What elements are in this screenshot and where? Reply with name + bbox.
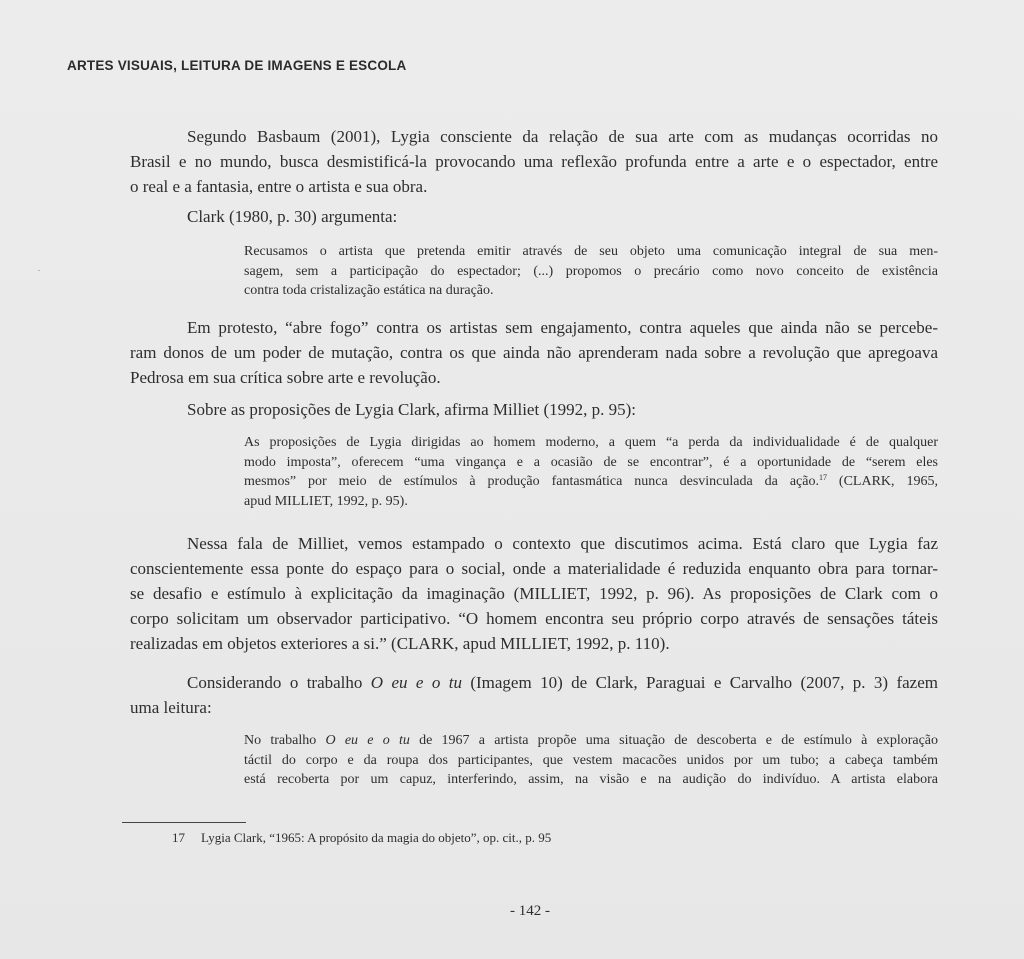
footnote-number: 17 xyxy=(172,830,185,845)
text-line: Nessa fala de Milliet, vemos estampado o contexto que discutimos acima. Está claro que Lygia faz xyxy=(187,534,938,553)
quote-line: sagem, sem a participação do espectador; (...) propomos o precário como novo conceito de existência xyxy=(244,263,938,279)
paragraph-clark-intro xyxy=(130,204,938,229)
block-quote-milliet-1992 xyxy=(244,433,938,511)
footnote-reference[interactable]: 17 xyxy=(818,473,827,482)
artwork-title: O eu e o tu xyxy=(325,733,410,748)
text-line: uma leitura: xyxy=(130,698,212,717)
text-line xyxy=(130,670,938,695)
paragraph-nessa-fala xyxy=(130,531,938,656)
footnote-divider xyxy=(122,822,246,823)
text-segment: Considerando o trabalho xyxy=(187,673,371,692)
text-line: realizadas em objetos exteriores a si.” (CLARK, apud MILLIET, 1992, p. 110). xyxy=(130,634,670,653)
text-line: Em protesto, “abre fogo” contra os artistas sem engajamento, contra aqueles que ainda não se percebe- xyxy=(187,318,938,337)
paragraph-o-eu-e-o-tu xyxy=(130,670,938,720)
paragraph-basbaum xyxy=(130,124,938,199)
artwork-title: O eu e o tu xyxy=(370,673,462,692)
quote-text: No trabalho xyxy=(244,733,326,748)
text-line: Brasil e no mundo, busca desmistificá-la provocando uma reflexão profunda entre a arte e o espectador, entre xyxy=(130,152,938,171)
paragraph-protesto xyxy=(130,315,938,390)
quote-line: As proposições de Lygia dirigidas ao homem moderno, a quem “a perda da individualidade é de qualquer xyxy=(244,435,938,450)
text-line: corpo solicitam um observador participativo. “O homem encontra seu próprio corpo através de sensações táteis xyxy=(130,609,938,628)
running-header: ARTES VISUAIS, LEITURA DE IMAGENS E ESCOLA xyxy=(67,58,407,73)
quote-text: mesmos” por meio de estímulos à produção fantasmática nunca desvinculada da ação. xyxy=(244,474,819,489)
footnote-text: Lygia Clark, “1965: A propósito da magia do objeto”, op. cit., p. 95 xyxy=(201,830,552,845)
text-line: ram donos de um poder de mutação, contra os que ainda não aprenderam nada sobre a revolução que apregoava xyxy=(130,343,938,362)
block-quote-clark-1980 xyxy=(244,242,938,301)
text-line: Pedrosa em sua crítica sobre arte e revolução. xyxy=(130,368,441,387)
footnote xyxy=(172,829,551,846)
quote-line: contra toda cristalização estática na duração. xyxy=(244,283,494,298)
text-line: conscientemente essa ponte do espaço para o social, onde a materialidade é reduzida enquanto obra para tornar- xyxy=(130,559,938,578)
quote-text: (CLARK, 1965, xyxy=(826,474,938,489)
text-line: Segundo Basbaum (2001), Lygia consciente da relação de sua arte com as mudanças ocorridas no xyxy=(187,127,938,146)
quote-line xyxy=(244,472,938,492)
text-line: se desafio e estímulo à explicitação da imaginação (MILLIET, 1992, p. 96). As proposições de Clark com o xyxy=(130,584,938,603)
quote-line: táctil do corpo e da roupa dos participantes, que vestem macacões unidos por um tubo; a cabeça também xyxy=(244,752,938,768)
quote-line: modo imposta”, oferecem “uma vingança e a ocasião de se encontrar”, é a oportunidade de “serem eles xyxy=(244,454,938,470)
scan-speck xyxy=(38,270,40,271)
text-line: o real e a fantasia, entre o artista e sua obra. xyxy=(130,177,428,196)
quote-line xyxy=(244,731,938,751)
quote-line: apud MILLIET, 1992, p. 95). xyxy=(244,493,408,509)
block-quote-paraguai-carvalho xyxy=(244,731,938,790)
quote-text: de 1967 a artista propõe uma situação de descoberta e de estímulo à exploração xyxy=(409,733,939,748)
text-line: Sobre as proposições de Lygia Clark, afirma Milliet (1992, p. 95): xyxy=(187,400,636,419)
paragraph-milliet-intro xyxy=(130,397,938,422)
text-line: Clark (1980, p. 30) argumenta: xyxy=(187,207,398,226)
quote-line: está recoberta por um capuz, interferindo, assim, na visão e na audição do indivíduo. A artista elabora xyxy=(244,772,938,787)
page-number: - 142 - xyxy=(510,903,550,919)
text-segment: (Imagem 10) de Clark, Paraguai e Carvalho (2007, p. 3) fazem xyxy=(461,673,938,692)
quote-line: Recusamos o artista que pretenda emitir através de seu objeto uma comunicação integral de sua men- xyxy=(244,244,938,259)
